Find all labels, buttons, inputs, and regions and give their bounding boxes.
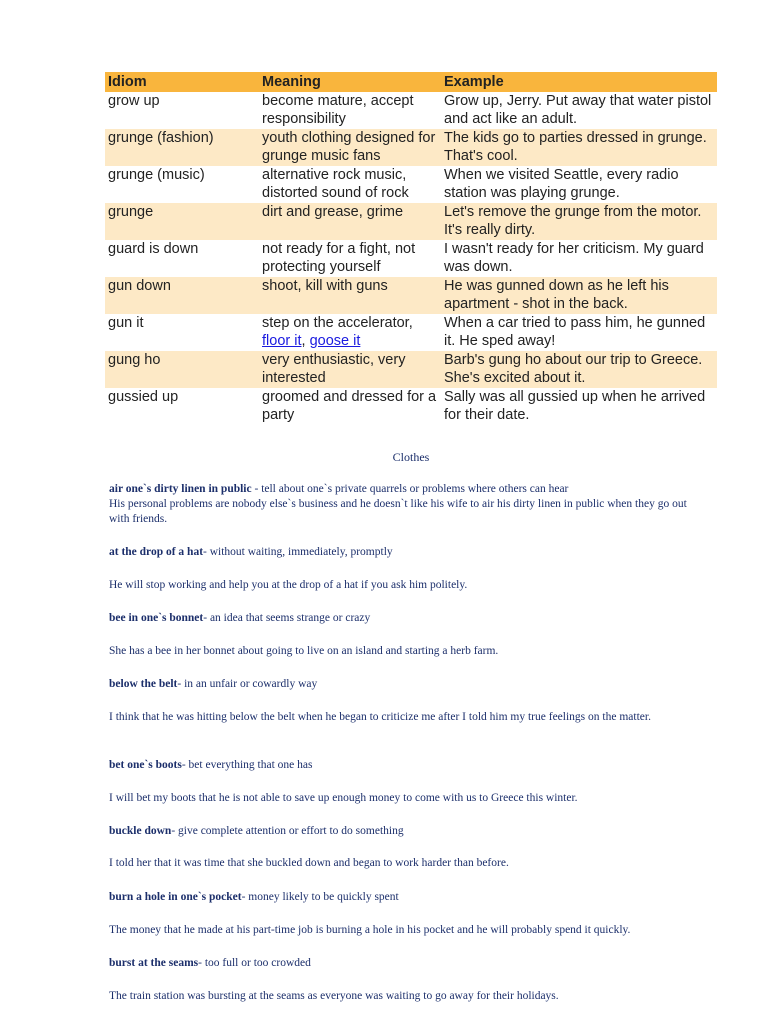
idiom-cell: guard is down [108,241,199,257]
idiom-cell: gun down [105,277,259,314]
idiom-table [105,72,717,425]
link-separator: , [301,332,306,349]
entry-definition: - give complete attention or effort to do something [171,825,404,837]
example-cell: He was gunned down as he left his apartment - shot in the back. [441,277,717,314]
meaning-cell: very enthusiastic, very interested [259,351,441,388]
table-row [105,351,717,388]
example-cell: Let's remove the grunge from the motor. It's really dirty. [441,203,717,240]
table-row [105,277,717,314]
floor-it-link[interactable]: floor it [262,332,302,349]
meaning-cell: become mature, accept responsibility [262,93,414,127]
entry-term: burn a hole in one`s pocket [109,891,242,903]
table-row [105,240,717,277]
entry-below-the-belt [109,677,709,692]
entry-definition: - without waiting, immediately, promptly [203,546,393,558]
section-title: Clothes [392,450,430,464]
entry-term: at the drop of a hat [109,546,204,558]
entry-bee-in-bonnet [109,611,709,626]
table-row [105,166,717,203]
entry-burst-seams [109,956,709,971]
table-row [105,129,717,166]
example-cell: Barb's gung ho about our trip to Greece. She's excited about it. [441,351,717,388]
goose-it-link[interactable]: goose it [309,332,361,349]
meaning-cell: not ready for a fight, not protecting yourself [262,241,416,275]
example-cell: Grow up, Jerry. Put away that water pistol and act like an adult. [444,93,712,127]
entry-definition: - too full or too crowded [198,957,311,969]
entry-term: below the belt [109,678,178,690]
entry-term: bet one`s boots [109,759,182,771]
table-header-row [105,72,717,92]
header-idiom: Idiom [105,72,259,92]
idiom-cell: gung ho [105,351,259,388]
table-row [105,92,717,129]
entry-example: I will bet my boots that he is not able to save up enough money to come with us to Greece this winter. [109,792,578,804]
table-row [105,203,717,240]
table-row [105,314,717,351]
entry-example: He will stop working and help you at the drop of a hat if you ask him politely. [109,579,468,591]
idiom-cell: gussied up [108,389,179,405]
example-cell: When we visited Seattle, every radio station was playing grunge. [444,167,679,201]
example-cell: When a car tried to pass him, he gunned it. He sped away! [444,315,706,349]
header-example: Example [441,72,717,92]
example-cell: The kids go to parties dressed in grunge. That's cool. [441,129,717,166]
entry-bet-boots [109,758,709,773]
example-cell: Sally was all gussied up when he arrived for their date. [444,389,706,423]
entry-definition: - an idea that seems strange or crazy [203,612,371,624]
idiom-cell: gun it [108,315,144,331]
entry-term: bee in one`s bonnet [109,612,204,624]
meaning-cell: shoot, kill with guns [259,277,441,314]
entry-definition: - in an unfair or cowardly way [177,678,318,690]
entry-example: I think that he was hitting below the belt when he began to criticize me after I told him my true feelings on the matter. [109,711,651,723]
meaning-cell: groomed and dressed for a party [262,389,437,423]
idiom-cell: grunge (fashion) [105,129,259,166]
example-cell: I wasn't ready for her criticism. My guard was down. [444,241,704,275]
entry-term: burst at the seams [109,957,199,969]
idiom-cell: grunge (music) [108,167,205,183]
entry-definition: - money likely to be quickly spent [241,891,399,903]
table-row [105,388,717,425]
entry-burn-a-hole [109,890,709,905]
entry-air-dirty-linen [109,482,709,527]
entry-buckle-down [109,824,709,839]
header-meaning: Meaning [259,72,441,92]
meaning-text: step on the accelerator, [262,315,413,331]
meaning-cell [259,314,441,351]
entry-drop-of-a-hat [109,545,709,560]
meaning-cell: alternative rock music, distorted sound of rock [262,167,409,201]
idiom-cell: grunge [105,203,259,240]
entry-term: buckle down [109,825,172,837]
entry-definition: - bet everything that one has [181,759,313,771]
entry-example: I told her that it was time that she buckled down and began to work harder than before. [109,857,509,869]
entry-example: His personal problems are nobody else`s business and he doesn`t like his wife to air his dirty linen in public when they go out with friends. [109,498,687,525]
entry-example: She has a bee in her bonnet about going to live on an island and starting a herb farm. [109,645,499,657]
meaning-cell: youth clothing designed for grunge music fans [259,129,441,166]
idiom-cell: grow up [108,93,160,109]
entry-example: The train station was bursting at the seams as everyone was waiting to go away for their holidays. [109,990,559,1002]
entry-definition: - tell about one`s private quarrels or problems where others can hear [251,483,569,495]
meaning-cell: dirt and grease, grime [259,203,441,240]
entry-term: air one`s dirty linen in public [109,483,252,495]
entry-example: The money that he made at his part-time job is burning a hole in his pocket and he will probably spend it quickly. [109,924,631,936]
